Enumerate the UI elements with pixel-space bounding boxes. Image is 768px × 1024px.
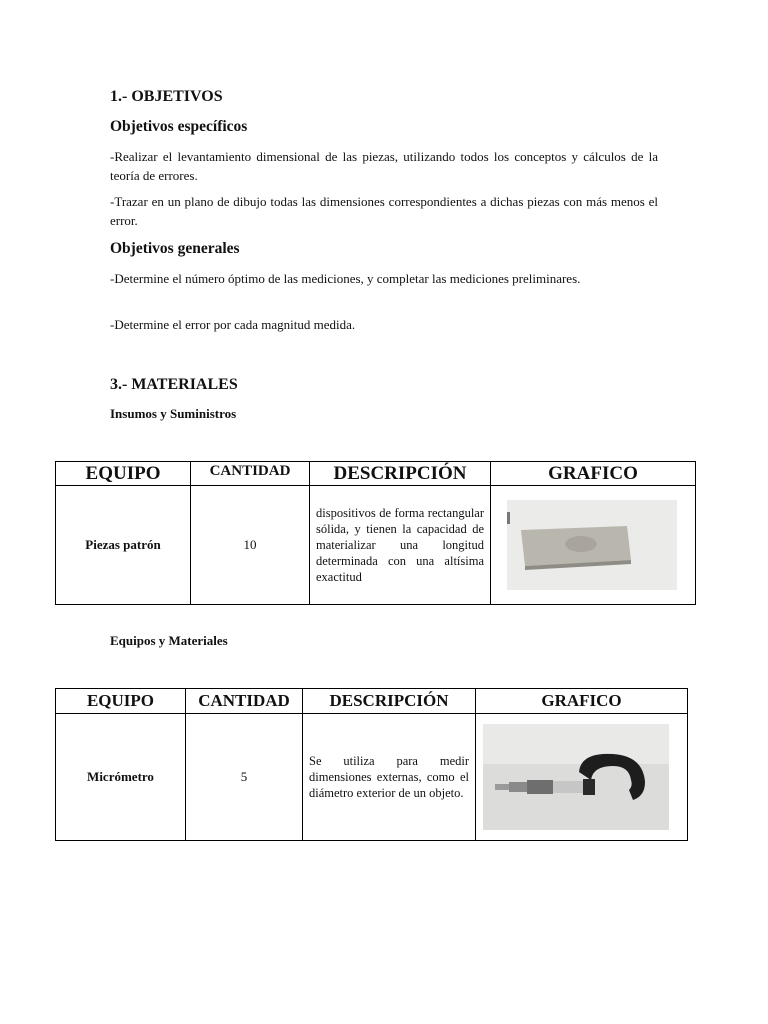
general-objective-1: -Determine el número óptimo de las mediciones, y completar las mediciones preliminares.	[110, 271, 581, 286]
section-objetivos-title: 1.- OBJETIVOS	[110, 88, 223, 105]
table2-header-grafico: GRAFICO	[476, 689, 688, 714]
table2-header-equipo: EQUIPO	[56, 689, 186, 714]
table1-header-cantidad: CANTIDAD	[191, 462, 310, 486]
specific-objectives-heading: Objetivos específicos	[110, 118, 248, 135]
table1-header-equipo: EQUIPO	[56, 462, 191, 486]
gauge-block-photo-icon	[507, 500, 677, 590]
table2-equipo-cell: Micrómetro	[56, 714, 186, 841]
table1-grafico-cell	[491, 486, 696, 605]
table1-cantidad-cell: 10	[191, 486, 310, 605]
table1-equipo-cell: Piezas patrón	[56, 486, 191, 605]
table2-descripcion-text: Se utiliza para medir dimensiones externas, como el diámetro exterior de un objeto.	[309, 754, 469, 800]
specific-objective-2: -Trazar en un plano de dibujo todas las dimensiones correspondientes a dichas piezas con más menos el error.	[110, 194, 658, 228]
general-objectives-heading: Objetivos generales	[110, 240, 240, 257]
equipos-subtitle: Equipos y Materiales	[110, 633, 228, 648]
micrometer-photo-icon	[483, 724, 669, 830]
table1-descripcion-cell	[310, 486, 491, 605]
insumos-table	[55, 461, 696, 605]
table2-grafico-cell	[476, 714, 688, 841]
table2-header-cantidad: CANTIDAD	[186, 689, 303, 714]
table2-cantidad-cell: 5	[186, 714, 303, 841]
insumos-subtitle: Insumos y Suministros	[110, 406, 237, 421]
specific-objective-1: -Realizar el levantamiento dimensional de las piezas, utilizando todos los conceptos y cálculos de la teoría de errores.	[110, 149, 658, 183]
equipos-table	[55, 688, 688, 841]
general-objective-2: -Determine el error por cada magnitud medida.	[110, 317, 356, 332]
table2-header-descripcion: DESCRIPCIÓN	[303, 689, 476, 714]
section-materiales-title: 3.- MATERIALES	[110, 376, 238, 393]
table1-descripcion-text: dispositivos de forma rectangular sólida, y tienen la capacidad de materializar una longitud determinada con una altísima exactitud	[316, 506, 484, 584]
table2-descripcion-cell	[303, 714, 476, 841]
table1-header-descripcion: DESCRIPCIÓN	[310, 462, 491, 486]
table1-header-grafico: GRAFICO	[491, 462, 696, 486]
